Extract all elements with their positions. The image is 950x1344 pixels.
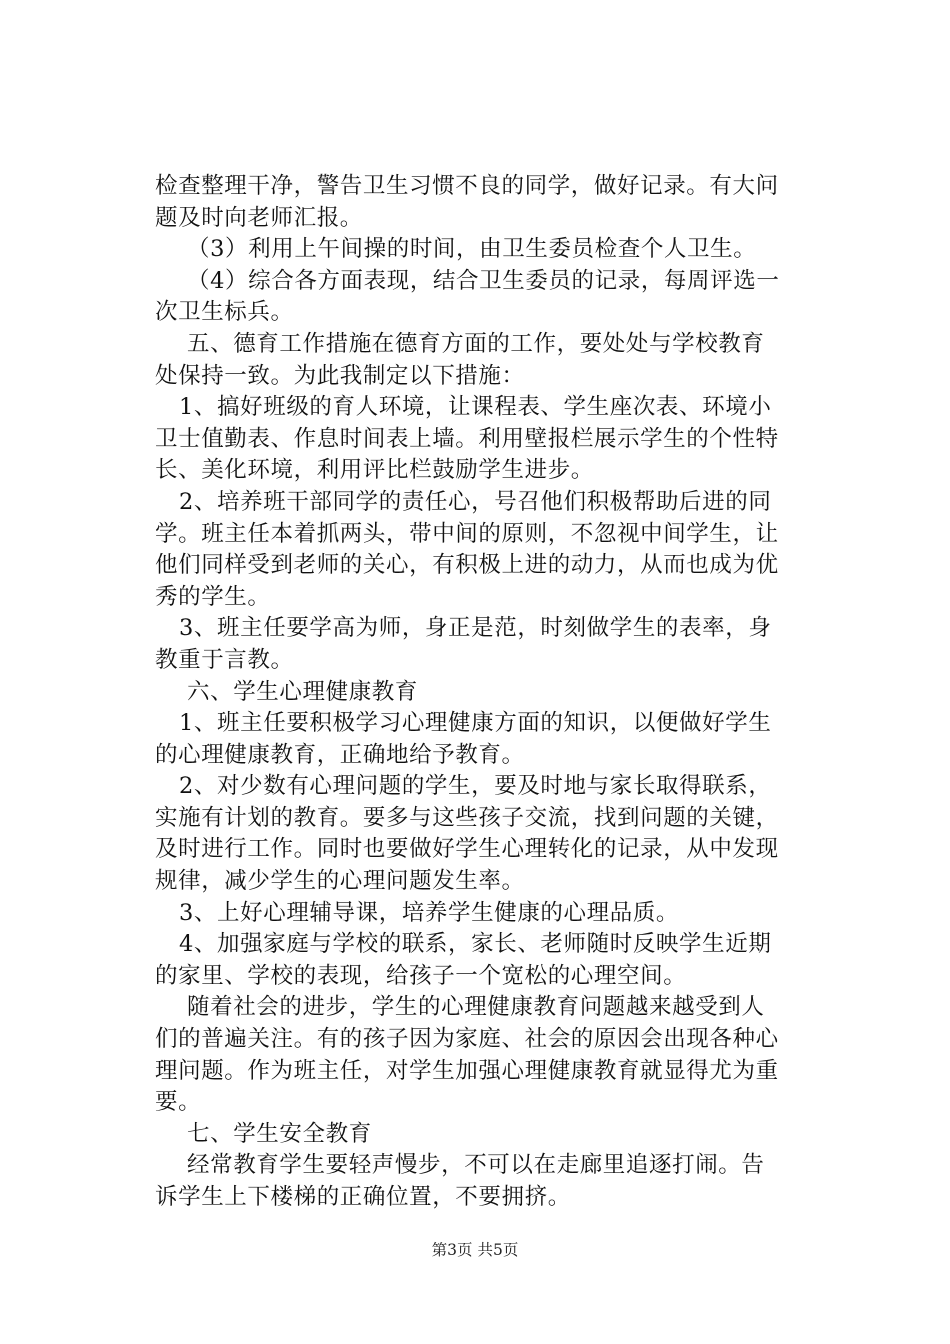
text-line: 学。班主任本着抓两头，带中间的原则，不忽视中间学生，让 — [155, 520, 779, 547]
text-line: 题及时向老师汇报。 — [155, 204, 363, 231]
text-line: 1、搞好班级的育人环境，让课程表、学生座次表、环境小 — [179, 394, 772, 421]
document-body — [155, 171, 827, 1214]
text-line: 处保持一致。为此我制定以下措施： — [155, 362, 525, 389]
text-line: 检查整理干净，警告卫生习惯不良的同学，做好记录。有大问 — [155, 173, 779, 199]
text-line: 他们同样受到老师的关心，有积极上进的动力，从而也成为优 — [155, 552, 779, 579]
text-line: 要。 — [155, 1089, 202, 1116]
text-line: 1、班主任要积极学习心理健康方面的知识，以便做好学生 — [179, 710, 772, 737]
text-line: 的心理健康教育，正确地给予教育。 — [155, 741, 525, 768]
text-line: 次卫生标兵。 — [155, 299, 294, 326]
text-line: 卫士值勤表、作息时间表上墙。利用壁报栏展示学生的个性特 — [155, 425, 779, 452]
text-line: 规律，减少学生的心理问题发生率。 — [155, 868, 525, 895]
text-line: 诉学生上下楼梯的正确位置，不要拥挤。 — [155, 1184, 571, 1210]
text-line: 2、培养班干部同学的责任心，号召他们积极帮助后进的同 — [179, 488, 772, 515]
page-footer: 第3页 共5页 — [431, 1241, 519, 1259]
text-line: （3）利用上午间操的时间，由卫生委员检查个人卫生。 — [187, 236, 757, 263]
text-line: 4、加强家庭与学校的联系，家长、老师随时反映学生近期 — [179, 931, 772, 958]
text-line: 六、学生心理健康教育 — [187, 678, 419, 705]
text-line: 五、德育工作措施在德育方面的工作，要处处与学校教育 — [187, 330, 765, 357]
text-line: 秀的学生。 — [155, 583, 271, 610]
text-line: 实施有计划的教育。要多与这些孩子交流，找到问题的关键， — [155, 804, 779, 831]
text-line: 长、美化环境，利用评比栏鼓励学生进步。 — [155, 457, 594, 484]
text-line: 的家里、学校的表现，给孩子一个宽松的心理空间。 — [155, 962, 687, 989]
text-line: 2、对少数有心理问题的学生，要及时地与家长取得联系， — [179, 773, 772, 800]
text-line: 随着社会的进步，学生的心理健康教育问题越来越受到人 — [187, 994, 765, 1021]
text-line: 们的普遍关注。有的孩子因为家庭、社会的原因会出现各种心 — [155, 1026, 779, 1053]
text-line: 教重于言教。 — [155, 646, 294, 673]
text-line: 理问题。作为班主任，对学生加强心理健康教育就显得尤为重 — [155, 1057, 779, 1084]
text-line: 及时进行工作。同时也要做好学生心理转化的记录，从中发现 — [155, 836, 779, 863]
text-line: 七、学生安全教育 — [187, 1120, 372, 1147]
text-line: （4）综合各方面表现，结合卫生委员的记录，每周评选一 — [187, 267, 780, 294]
text-line: 经常教育学生要轻声慢步，不可以在走廊里追逐打闹。告 — [187, 1152, 765, 1179]
text-line: 3、班主任要学高为师，身正是范，时刻做学生的表率，身 — [179, 615, 772, 642]
text-line: 3、上好心理辅导课，培养学生健康的心理品质。 — [179, 899, 680, 926]
